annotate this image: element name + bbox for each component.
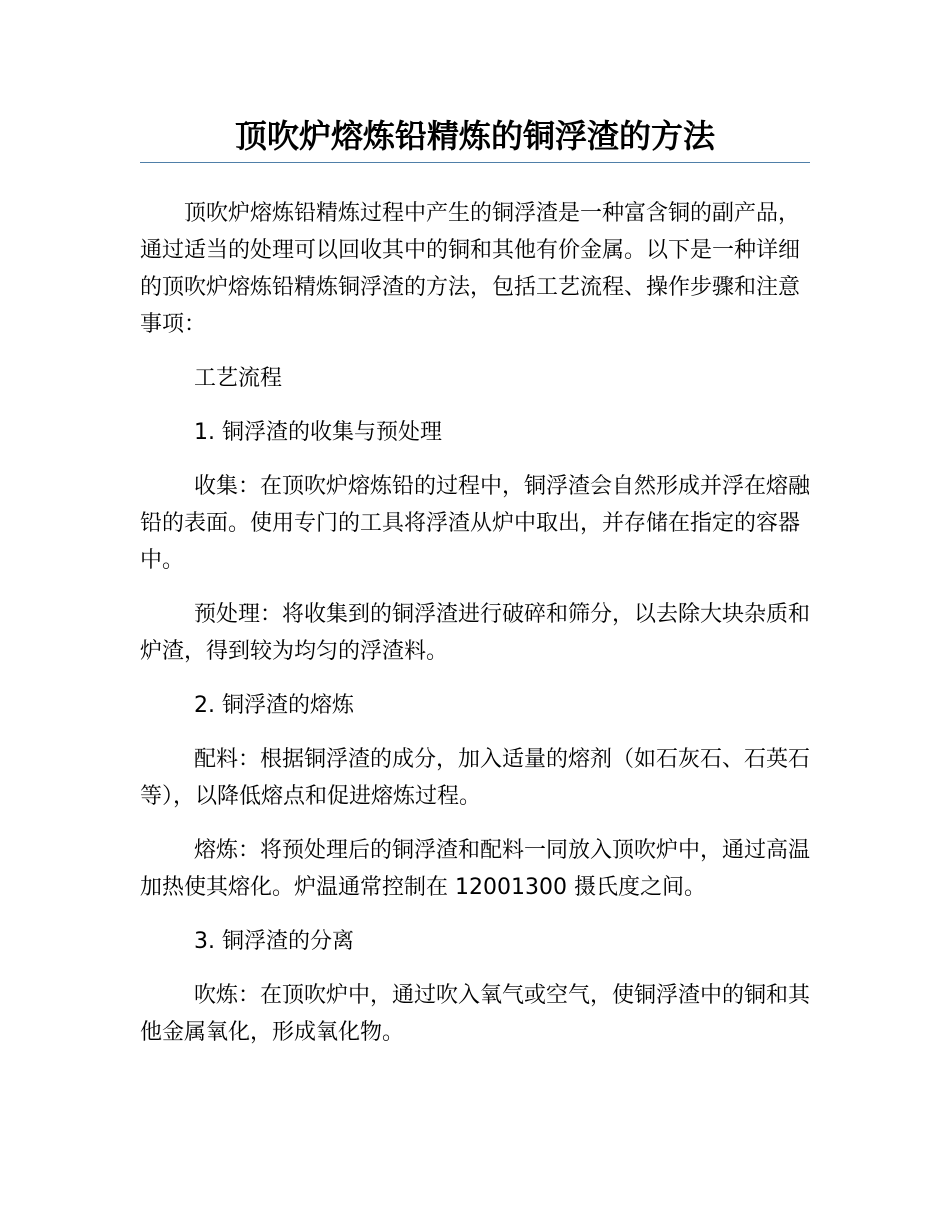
step3-blowing-paragraph: 吹炼：在顶吹炉中，通过吹入氧气或空气，使铜浮渣中的铜和其他金属氧化，形成氧化物。: [140, 983, 811, 1045]
step3-heading: 3. 铜浮渣的分离: [194, 929, 354, 954]
intro-paragraph: 顶吹炉熔炼铅精炼过程中产生的铜浮渣是一种富含铜的副产品，通过适当的处理可以回收其中的铜和其他有价金属。以下是一种详细的顶吹炉熔炼铅精炼铜浮渣的方法，包括工艺流程、操作步骤和注意事项：: [140, 201, 801, 337]
step1-collect-paragraph: 收集：在顶吹炉熔炼铅的过程中，铜浮渣会自然形成并浮在熔融铅的表面。使用专门的工具将浮渣从炉中取出，并存储在指定的容器中。: [140, 474, 811, 573]
step2-smelting-paragraph: 熔炼：将预处理后的铜浮渣和配料一同放入顶吹炉中，通过高温加热使其熔化。炉温通常控制在 12001300 摄氏度之间。: [140, 838, 811, 900]
step2-heading: 2. 铜浮渣的熔炼: [194, 693, 354, 718]
document-title: 顶吹炉熔炼铅精炼的铜浮渣的方法: [234, 117, 715, 155]
step1-pretreat-paragraph: 预处理：将收集到的铜浮渣进行破碎和筛分，以去除大块杂质和炉渣，得到较为均匀的浮渣料。: [140, 602, 811, 664]
section-heading-process: 工艺流程: [194, 366, 283, 391]
document-body: [140, 195, 812, 1068]
step1-heading: 1. 铜浮渣的收集与预处理: [194, 420, 442, 445]
step2-batching-paragraph: 配料：根据铜浮渣的成分，加入适量的熔剂（如石灰石、石英石等），以降低熔点和促进熔炼过程。: [140, 747, 811, 809]
title-underline: [140, 162, 810, 163]
